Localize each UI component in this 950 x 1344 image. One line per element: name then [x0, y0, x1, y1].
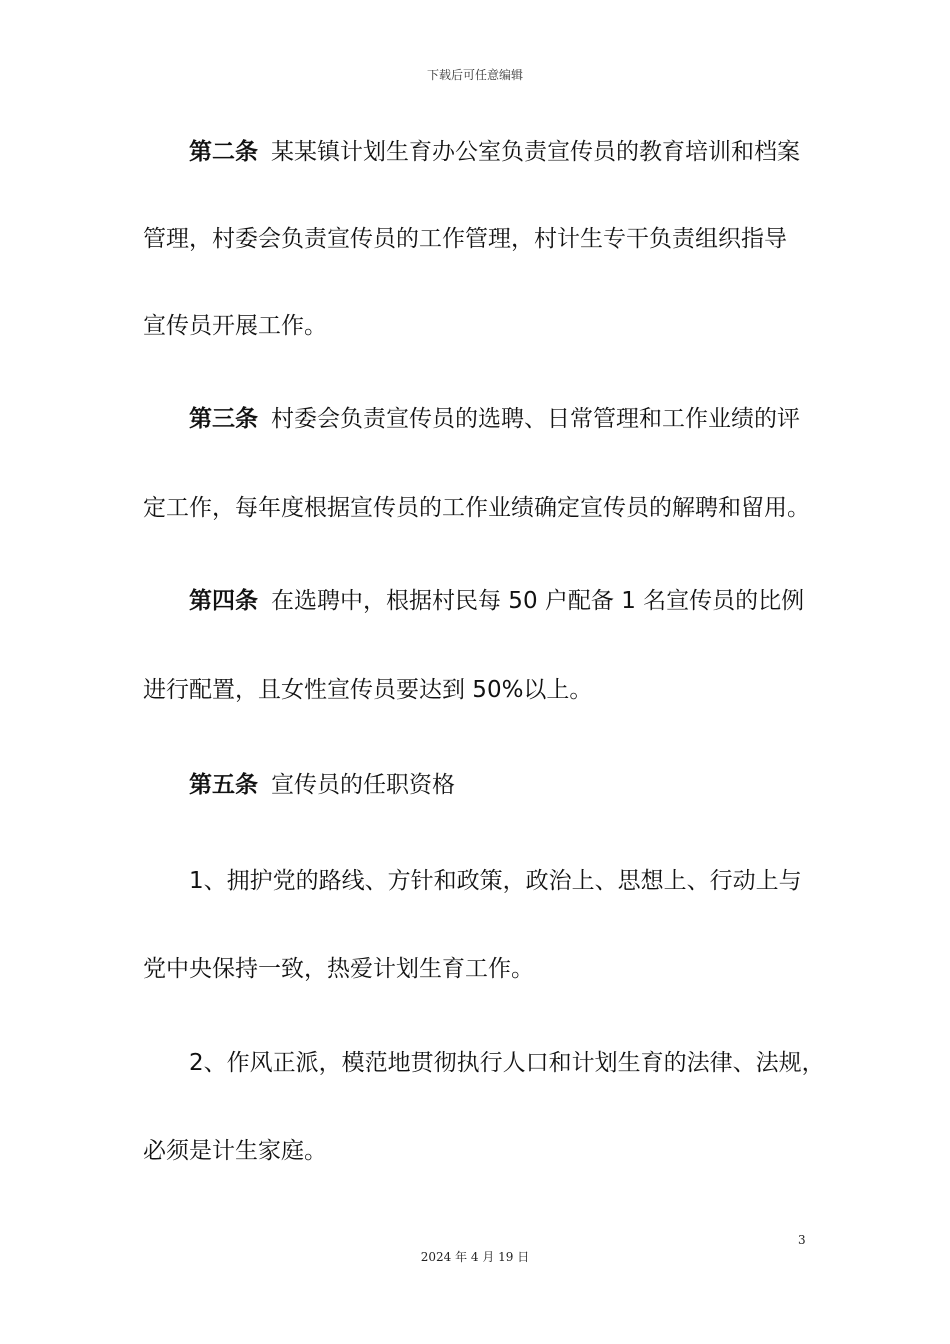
- article-2-line-2: [143, 224, 787, 254]
- article-text: 村委会负责宣传员的选聘、日常管理和工作业绩的评: [271, 406, 800, 432]
- article-heading: 第五条: [189, 772, 258, 798]
- item-1-line-2: [143, 954, 534, 984]
- article-text: 管理，村委会负责宣传员的工作管理，村计生专干负责组织指导: [143, 226, 787, 252]
- article-3-line-1: [189, 404, 800, 434]
- article-text: 宣传员的任职资格: [271, 772, 455, 798]
- page-number: 3: [798, 1233, 806, 1247]
- article-4-line-1: [189, 586, 804, 616]
- item-text: 2、作风正派，模范地贯彻执行人口和计划生育的法律、法规，: [189, 1050, 825, 1076]
- article-text: 定工作，每年度根据宣传员的工作业绩确定宣传员的解聘和留用。: [143, 495, 810, 521]
- article-text: 在选聘中，根据村民每 50 户配备 1 名宣传员的比例: [271, 588, 805, 614]
- item-text: 1、拥护党的路线、方针和政策，政治上、思想上、行动上与: [189, 868, 802, 894]
- article-text: 进行配置，且女性宣传员要达到 50%以上。: [143, 677, 593, 703]
- article-heading: 第三条: [189, 406, 258, 432]
- article-3-line-2: [143, 493, 810, 523]
- item-2-line-1: [189, 1048, 825, 1078]
- article-2-line-3: [143, 311, 327, 341]
- article-heading: 第二条: [189, 139, 258, 165]
- article-5-line-1: [189, 770, 455, 800]
- article-2-line-1: [189, 137, 800, 167]
- article-text: 某某镇计划生育办公室负责宣传员的教育培训和档案: [271, 139, 800, 165]
- article-text: 宣传员开展工作。: [143, 313, 327, 339]
- item-1-line-1: [189, 866, 802, 896]
- item-2-line-2: [143, 1136, 327, 1166]
- item-text: 党中央保持一致，热爱计划生育工作。: [143, 956, 534, 982]
- footer-date: 2024 年 4 月 19 日: [420, 1250, 530, 1264]
- page-header: 下载后可任意编辑: [426, 68, 523, 82]
- article-heading: 第四条: [189, 588, 258, 614]
- article-4-line-2: [143, 675, 592, 705]
- item-text: 必须是计生家庭。: [143, 1138, 327, 1164]
